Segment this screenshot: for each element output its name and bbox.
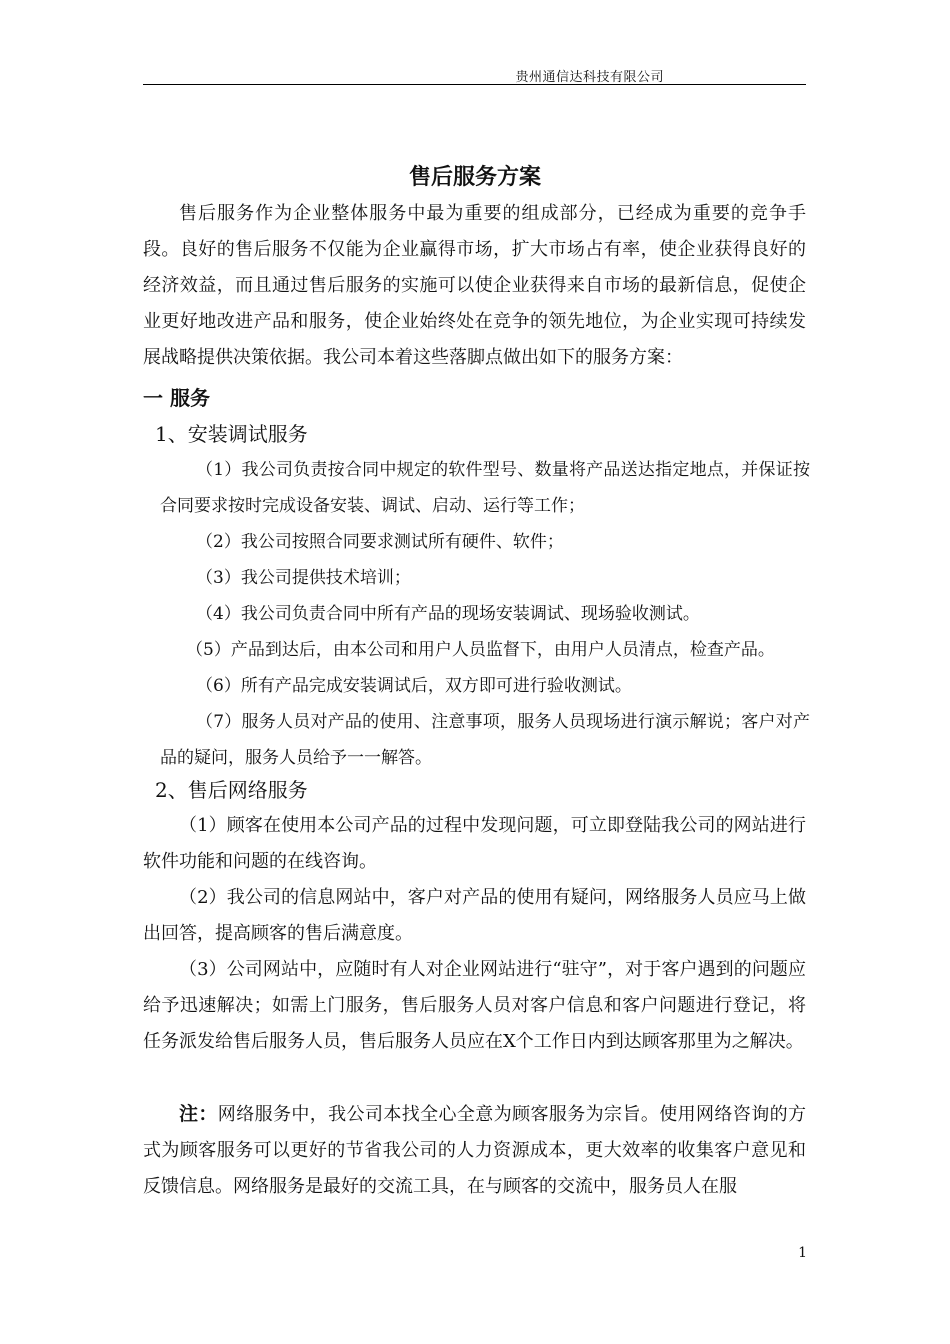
list-item: （1）顾客在使用本公司产品的过程中发现问题，可立即登陆我公司的网站进行软件功能和问题的在线咨询。 <box>143 815 806 872</box>
note-paragraph <box>143 1096 806 1205</box>
section-heading-service: 一 服务 <box>143 386 210 410</box>
list-item: （2）我公司的信息网站中，客户对产品的使用有疑问，网络服务人员应马上做出回答，提高顾客的售后满意度。 <box>143 887 806 944</box>
note-label: 注： <box>179 1103 218 1125</box>
header-divider <box>143 84 806 85</box>
document-title: 售后服务方案 <box>408 165 541 190</box>
list-item: （6）所有产品完成安装调试后，双方即可进行验收测试。 <box>196 676 632 696</box>
list-item: （1）我公司负责按合同中规定的软件型号、数量将产品送达指定地点，并保证按合同要求按时完成设备安装、调试、启动、运行等工作； <box>160 460 810 516</box>
list-item: （4）我公司负责合同中所有产品的现场安装调试、现场验收测试。 <box>196 604 700 624</box>
intro-paragraph: 售后服务作为企业整体服务中最为重要的组成部分，已经成为重要的竞争手段。良好的售后服务不仅能为企业赢得市场，扩大市场占有率，使企业获得良好的经济效益，而且通过售后服务的实施可以使企业获得来自市场的最新信息，促使企业更好地改进产品和服务，使企业始终处在竞争的领先地位，为企业实现可持续发展战略提供决策依据。我公司本着这些落脚点做出如下的服务方案： <box>143 203 806 368</box>
note-text: 网络服务中，我公司本找全心全意为顾客服务为宗旨。使用网络咨询的方式为顾客服务可以更好的节省我公司的人力资源成本，更大效率的收集客户意见和反馈信息。网络服务是最好的交流工具，在与顾客的交流中，服务员人在服 <box>143 1104 806 1197</box>
header-company-name: 贵州通信达科技有限公司 <box>515 70 664 85</box>
list-item: （3）公司网站中，应随时有人对企业网站进行“驻守”，对于客户遇到的问题应给予迅速解决；如需上门服务，售后服务人员对客户信息和客户问题进行登记，将任务派发给售后服务人员，售后服务人员应在X个工作日内到达顾客那里为之解决。 <box>143 959 806 1052</box>
subsection-heading-installation: 1、安装调试服务 <box>155 422 308 446</box>
list-item: （2）我公司按照合同要求测试所有硬件、软件； <box>196 532 564 552</box>
list-item: （7）服务人员对产品的使用、注意事项，服务人员现场进行演示解说；客户对产品的疑问，服务人员给予一一解答。 <box>160 712 810 768</box>
list-item: （5）产品到达后，由本公司和用户人员监督下，由用户人员清点，检查产品。 <box>186 640 775 660</box>
page-number: 1 <box>798 1245 807 1261</box>
list-item: （3）我公司提供技术培训； <box>196 568 411 588</box>
subsection-heading-online-service: 2、售后网络服务 <box>155 778 308 802</box>
